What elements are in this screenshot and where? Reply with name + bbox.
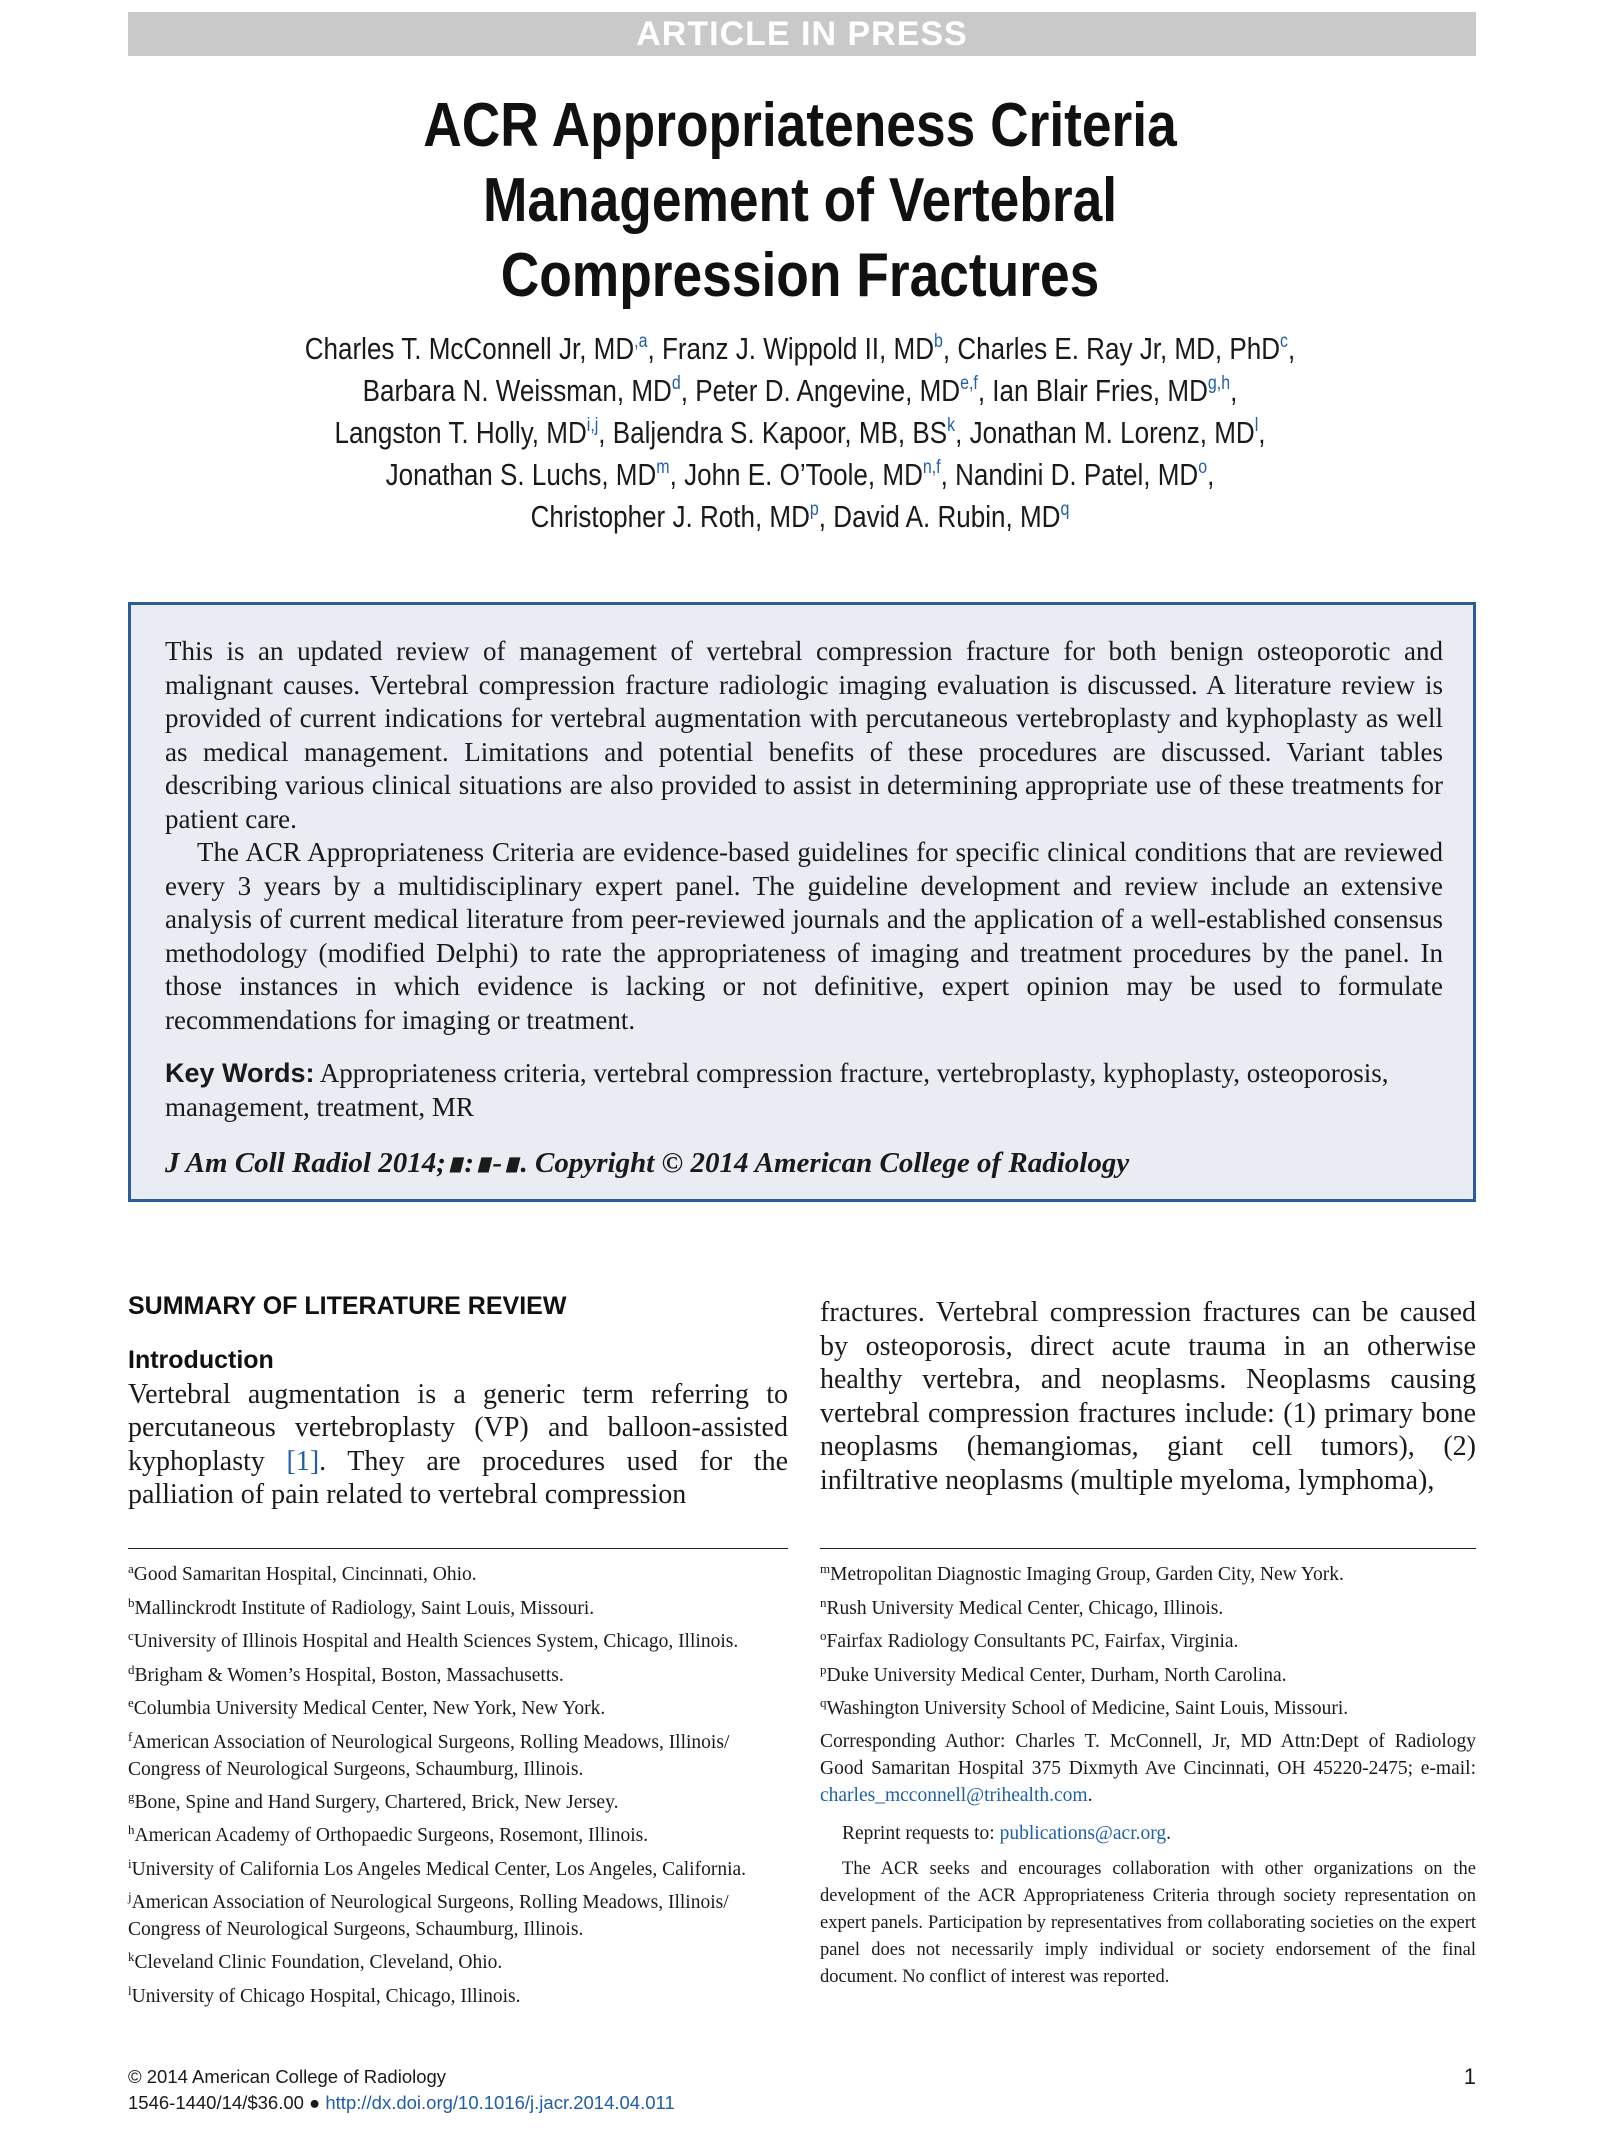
- author-affiliation-ref[interactable]: i,j: [586, 415, 599, 436]
- affiliation-text: Bone, Spine and Hand Surgery, Chartered, Brick, New Jersey.: [134, 1791, 619, 1813]
- body-text: . They are procedures used for the palliation of pain related to vertebral compression: [128, 1445, 788, 1510]
- affiliation-text: University of Illinois Hospital and Health Sciences System, Chicago, Illinois.: [133, 1631, 739, 1652]
- affiliation-item: [820, 1692, 1476, 1726]
- affiliation-marker: a: [128, 1561, 134, 1576]
- author-name: , Baljendra S. Kapoor, MB, BS: [598, 415, 948, 450]
- collaboration-note: The ACR seeks and encourages collaboration with other organizations on the development of the ACR Appropriateness Criteria through society representation on expert panels. Participation by representatives from collaborating societies on the expert panel does not necessarily imply individual or society endorsement of the final document. No conflict of interest was reported.: [820, 1859, 1476, 1987]
- affiliation-marker: m: [820, 1561, 831, 1576]
- copyright-line: © 2014 American College of Radiology: [128, 2066, 447, 2087]
- body-column-left: [128, 1290, 788, 1512]
- author-affiliation-ref[interactable]: ,a: [634, 331, 648, 352]
- affiliation-text: American Association of Neurological Surgeons, Rolling Meadows, Illinois/ Congress of Neurological Surgeons, Schaumburg, Illinois.: [128, 1731, 730, 1780]
- affiliation-marker: h: [128, 1822, 135, 1837]
- affiliation-marker: q: [820, 1695, 827, 1710]
- author-affiliation-ref[interactable]: d: [671, 373, 681, 394]
- author-line-1: [254, 328, 1346, 370]
- affiliation-item: [128, 1853, 788, 1887]
- affiliations-right: [820, 1558, 1476, 1991]
- author-affiliation-ref[interactable]: e,f: [960, 373, 978, 394]
- subsection-heading: Introduction: [128, 1346, 274, 1374]
- affiliation-text: Metropolitan Diagnostic Imaging Group, Garden City, New York.: [830, 1564, 1344, 1585]
- author-name: Jonathan S. Luchs, MD: [385, 457, 657, 492]
- issn-price: 1546-1440/14/$36.00 ●: [128, 2092, 326, 2113]
- author-affiliation-ref[interactable]: k: [947, 415, 956, 436]
- author-name: , David A. Rubin, MD: [818, 499, 1061, 534]
- affiliation-item: [128, 1625, 788, 1659]
- affiliation-text: Mallinckrodt Institute of Radiology, Saint Louis, Missouri.: [134, 1597, 595, 1619]
- affiliation-marker: g: [128, 1788, 135, 1804]
- author-name: Langston T. Holly, MD: [334, 415, 587, 450]
- author-separator: ,: [1207, 457, 1215, 492]
- abstract-paragraph-1: This is an updated review of management of vertebral compression fracture for both benign osteoporotic and malignant causes. Vertebral compression fracture radiologic imaging evaluation is discussed. A literature review is provided of current indications for vertebral augmentation with percutaneous vertebroplasty and kyphoplasty as well as medical management. Limitations and potential benefits of these procedures are discussed. Variant tables describing various clinical situations are also provided to assist in determining appropriate use of these treatments for patient care.: [165, 636, 1443, 834]
- abstract-box: [128, 602, 1476, 1202]
- title-line-1: ACR Appropriateness Criteria: [423, 91, 1177, 160]
- affiliation-item: [128, 1980, 788, 2014]
- journal-citation: J Am Coll Radiol 2014;∎:∎-∎. Copyright © 2014 American College of Radiology: [165, 1147, 1130, 1179]
- body-column-right: [820, 1296, 1476, 1497]
- affiliation-marker: i: [128, 1855, 132, 1871]
- affiliation-item: [128, 1786, 788, 1820]
- reprint-requests: [820, 1817, 1476, 1851]
- author-name: Barbara N. Weissman, MD: [362, 373, 672, 408]
- author-name: , John E. O’Toole, MD: [669, 457, 923, 492]
- author-separator: ,: [1258, 415, 1266, 450]
- affiliation-text: Duke University Medical Center, Durham, North Carolina.: [826, 1664, 1287, 1686]
- affiliation-marker: n: [820, 1594, 827, 1610]
- affiliation-text: Washington University School of Medicine, Saint Louis, Missouri.: [826, 1698, 1349, 1719]
- author-affiliation-ref[interactable]: n,f: [922, 457, 941, 478]
- doi-link[interactable]: http://dx.doi.org/10.1016/j.jacr.2014.04.011: [325, 2092, 675, 2113]
- affiliation-item: [128, 1946, 788, 1980]
- author-affiliation-ref[interactable]: c: [1280, 331, 1289, 352]
- affiliation-text: Good Samaritan Hospital, Cincinnati, Ohio.: [133, 1564, 477, 1585]
- author-email-link[interactable]: charles_mcconnell@trihealth.com: [820, 1784, 1088, 1806]
- author-affiliation-ref[interactable]: q: [1060, 499, 1070, 520]
- author-affiliation-ref[interactable]: m: [656, 457, 670, 478]
- affiliation-item: [128, 1726, 788, 1786]
- body-paragraph: [128, 1378, 788, 1512]
- affiliation-marker: f: [128, 1728, 133, 1744]
- affiliation-item: [820, 1625, 1476, 1659]
- reference-link[interactable]: [1]: [286, 1445, 320, 1477]
- article-title: [200, 88, 1400, 313]
- affiliation-item: [128, 1819, 788, 1853]
- affiliation-item: [128, 1886, 788, 1946]
- author-affiliation-ref[interactable]: l: [1254, 415, 1259, 436]
- abstract-text: [165, 635, 1443, 1037]
- author-name: , Franz J. Wippold II, MD: [647, 331, 935, 366]
- affiliation-item: [820, 1558, 1476, 1592]
- affiliation-marker: k: [128, 1949, 135, 1964]
- author-name: Charles T. McConnell Jr, MD: [304, 331, 635, 366]
- author-name: , Peter D. Angevine, MD: [680, 373, 961, 408]
- affiliation-marker: b: [128, 1594, 135, 1610]
- affiliation-item: [128, 1558, 788, 1592]
- affiliation-marker: o: [820, 1628, 827, 1643]
- affiliation-item: [820, 1592, 1476, 1626]
- author-name: , Nandini D. Patel, MD: [940, 457, 1199, 492]
- page-number: 1: [1463, 2064, 1476, 2089]
- affiliation-item: [128, 1659, 788, 1693]
- section-heading: SUMMARY OF LITERATURE REVIEW: [128, 1292, 567, 1320]
- affiliation-item: [820, 1659, 1476, 1693]
- author-line-3: [254, 412, 1346, 454]
- keywords-list: Appropriateness criteria, vertebral compression fracture, vertebroplasty, kyphoplasty, osteoporosis, management, treatment, MR: [165, 1058, 1389, 1122]
- affiliation-marker: j: [128, 1889, 132, 1904]
- affiliation-text: University of Chicago Hospital, Chicago, Illinois.: [131, 1985, 521, 2007]
- issn-doi-line: [128, 2090, 1476, 2116]
- body-text: Vertebral augmentation is a generic term referring to percutaneous vertebroplasty (VP) and balloon-assisted kyphoplasty: [128, 1378, 788, 1477]
- author-line-2: [254, 370, 1346, 412]
- author-name: , Jonathan M. Lorenz, MD: [955, 415, 1255, 450]
- affiliation-text: American Association of Neurological Surgeons, Rolling Meadows, Illinois/ Congress of Neurological Surgeons, Schaumburg, Illinois.: [128, 1892, 729, 1940]
- punctuation: .: [1166, 1822, 1172, 1844]
- abstract-paragraph-2: The ACR Appropriateness Criteria are evidence-based guidelines for specific clinical conditions that are reviewed every 3 years by a multidisciplinary expert panel. The guideline development and review include an extensive analysis of current medical literature from peer-reviewed journals and the application of a well-established consensus methodology (modified Delphi) to rate the appropriateness of imaging and treatment procedures by the panel. In those instances in which evidence is lacking or not definitive, expert opinion may be used to formulate recommendations for imaging or treatment.: [165, 837, 1443, 1035]
- reprint-label: Reprint requests to:: [842, 1822, 1000, 1844]
- author-affiliation-ref[interactable]: g,h: [1207, 373, 1231, 394]
- body-paragraph: fractures. Vertebral compression fractures can be caused by osteoporosis, direct acute trauma in an otherwise healthy vertebra, and neoplasms. Neoplasms causing vertebral compression fractures include: (1) primary bone neoplasms (hemangiomas, giant cell tumors), (2) infiltrative neoplasms (multiple myeloma, lymphoma),: [820, 1297, 1476, 1496]
- affiliation-marker: e: [128, 1695, 134, 1710]
- author-name: Christopher J. Roth, MD: [530, 499, 810, 534]
- author-affiliation-ref[interactable]: p: [809, 499, 819, 520]
- author-separator: ,: [1288, 331, 1296, 366]
- page-footer: [128, 2064, 1476, 2116]
- affiliations-left: [128, 1558, 788, 2013]
- title-line-3: Compression Fractures: [500, 241, 1100, 310]
- affiliation-item: [128, 1692, 788, 1726]
- affiliation-text: Brigham & Women’s Hospital, Boston, Massachusetts.: [134, 1664, 564, 1686]
- author-affiliation-ref[interactable]: o: [1198, 457, 1208, 478]
- affiliation-item: [128, 1592, 788, 1626]
- reprint-email-link[interactable]: publications@acr.org: [999, 1822, 1167, 1844]
- article-in-press-banner: ARTICLE IN PRESS: [128, 12, 1476, 56]
- author-affiliation-ref[interactable]: b: [934, 331, 943, 352]
- corresponding-author-text: Corresponding Author: Charles T. McConnell, Jr, MD Attn:Dept of Radiology Good Samaritan Hospital 375 Dixmyth Ave Cincinnati, OH 45220-2475; e-mail:: [820, 1730, 1476, 1779]
- affiliation-marker: p: [820, 1661, 827, 1677]
- footnote-divider: [128, 1548, 788, 1549]
- author-name: , Charles E. Ray Jr, MD, PhD: [942, 331, 1281, 366]
- punctuation: .: [1087, 1784, 1093, 1806]
- affiliation-text: University of California Los Angeles Medical Center, Los Angeles, California.: [131, 1858, 747, 1880]
- keywords: [165, 1057, 1443, 1124]
- affiliation-text: American Academy of Orthopaedic Surgeons, Rosemont, Illinois.: [134, 1825, 649, 1846]
- affiliation-text: Rush University Medical Center, Chicago, Illinois.: [826, 1597, 1224, 1619]
- affiliation-text: Cleveland Clinic Foundation, Cleveland, Ohio.: [134, 1952, 503, 1973]
- keywords-label: Key Words:: [165, 1058, 315, 1088]
- author-separator: ,: [1230, 373, 1238, 408]
- author-line-4: [254, 454, 1346, 496]
- affiliation-marker: l: [128, 1982, 132, 1998]
- affiliation-marker: c: [128, 1628, 134, 1643]
- affiliation-text: Columbia University Medical Center, New York, New York.: [133, 1698, 606, 1719]
- affiliation-text: Fairfax Radiology Consultants PC, Fairfax, Virginia.: [826, 1631, 1239, 1652]
- author-name: , Ian Blair Fries, MD: [977, 373, 1208, 408]
- title-line-2: Management of Vertebral: [482, 166, 1118, 235]
- corresponding-author: [820, 1728, 1476, 1809]
- affiliation-marker: d: [128, 1661, 135, 1677]
- footnote-divider: [820, 1548, 1476, 1549]
- author-line-5: [254, 496, 1346, 538]
- author-list: [150, 328, 1450, 538]
